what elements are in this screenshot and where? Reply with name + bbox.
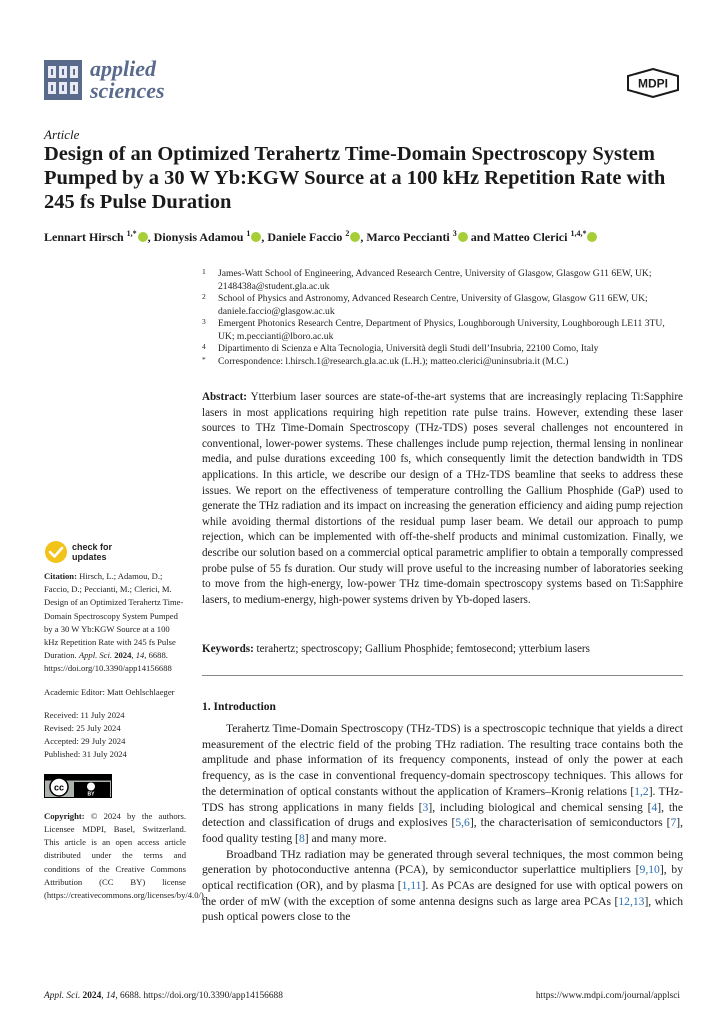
footer-journal-url[interactable]: https://www.mdpi.com/journal/applsci (535, 991, 680, 1001)
citation-link[interactable]: 8 (298, 831, 305, 845)
author-affil-sup: 1,4,* (570, 229, 587, 238)
affiliation-item (202, 343, 682, 356)
citation-text: Hirsch, L.; Adamou, D.; Faccio, D.; Peccianti, M.; Clerici, M. Design of an Optimized Terahertz Time-Domain Spectroscopy System Pumped by a 30 W Yb:KGW Source at a 100 kHz Repetition Rate with 245 fs Pulse Duration. (44, 571, 184, 661)
author-name: Matteo Clerici (493, 230, 568, 244)
affiliation-number: 4 (202, 342, 206, 351)
orcid-icon[interactable] (458, 232, 468, 242)
check-updates-icon (44, 540, 68, 564)
cc-by-license-icon[interactable] (44, 774, 112, 798)
author-affil-sup: 3 (452, 229, 457, 238)
author-affil-sup: 1,* (126, 229, 137, 238)
citation-label: Citation: (44, 571, 77, 581)
revised-date: Revised: 25 July 2024 (44, 723, 121, 734)
citation-link[interactable]: 1,11 (401, 879, 422, 893)
keywords (202, 642, 683, 657)
abstract-label: Abstract: (202, 391, 247, 403)
correspondence-text: Correspondence: l.hirsch.1@research.gla.ac.uk (L.H.); matteo.clerici@uninsubria.it (M.C.) (218, 355, 569, 367)
published-date: Published: 31 July 2024 (44, 749, 127, 760)
citation-link[interactable]: 5,6 (455, 816, 470, 830)
affiliation-text: James-Watt School of Engineering, Advanced Research Centre, University of Glasgow, Glasgow G11 6EW, UK; 2148438a@student.gla.ac.uk (218, 268, 652, 292)
citation-link[interactable]: 3 (422, 800, 429, 814)
affiliation-item (202, 268, 682, 293)
svg-text:cc: cc (53, 782, 65, 793)
copyright-block (44, 810, 206, 902)
citation-link[interactable]: 9,10 (639, 863, 660, 877)
affiliation-number: 2 (202, 292, 206, 301)
affiliation-number: 1 (202, 267, 206, 276)
citation-link[interactable]: 4 (651, 800, 658, 814)
svg-text:BY: BY (87, 791, 95, 798)
orcid-icon[interactable] (251, 232, 261, 242)
paper-title: Design of an Optimized Terahertz Time-Domain Spectroscopy System Pumped by a 30 W Yb:KGW Source at a 100 kHz Repetition Rate with 245 fs Pulse Duration (44, 143, 666, 213)
journal-name-line2: sciences (90, 78, 165, 103)
affiliation-number: 3 (202, 317, 206, 326)
check-for-updates-button[interactable] (44, 540, 112, 564)
author-list: Lennart Hirsch $^{1,*}$ , Dionysis Adamou $^1$ , Daniele Faccio $^2$ , Marco Peccianti $^3$ and Matteo Clerici $^{1,4,*}$ (44, 226, 684, 245)
journal-name (90, 58, 165, 102)
orcid-icon[interactable] (138, 232, 148, 242)
copyright-text: © 2024 by the authors. Licensee MDPI, Basel, Switzerland. This article is an open access article distributed under the terms and conditions of the Creative Commons Attribution (CC BY) license (https://creativecommons.org/licenses/by/4.0/). (44, 810, 206, 901)
section-heading: 1. Introduction (202, 701, 276, 713)
author-name: Lennart Hirsch (44, 230, 124, 244)
journal-emblem-icon (44, 60, 82, 100)
paragraph: Terahertz Time-Domain Spectroscopy (THz-TDS) is a spectroscopic technique that yields a direct measurement of the electric field of the probing THz radiation. The resulting trace contains both the amplitude and phase information of its frequency components, instead of only the power at each frequency, as is the case in conventional frequency-domain spectroscopy techniques. This allows for the determination of optical constants without the application of Kramers–Kronig relations [1,2]. THz-TDS has strong applications in many fields [3], including biological and chemical sensing [4], the detection and classification of drugs and explosives [5,6], the characterisation of semiconductors [7], food quality testing [8] and many more. (202, 722, 684, 845)
citation-link[interactable]: 1,2 (634, 784, 649, 798)
journal-name-line1: applied (90, 56, 156, 81)
author-name: Daniele Faccio (267, 230, 343, 244)
accepted-date: Accepted: 29 July 2024 (44, 736, 126, 747)
abstract (202, 390, 683, 608)
paragraph: Broadband THz radiation may be generated through several techniques, the most common being generation by photoconductive antenna (PCA), by semiconductor superlattice multipliers [9,10], by optical rectification (OR), and by plasma [1,11]. As PCAs are designed for use with optical powers on the order of mW (with the exception of some antenna designs such as large area PCAs [12,13], which push optical powers close to the (202, 847, 684, 924)
journal-logo[interactable] (44, 58, 165, 102)
sidebar (44, 570, 206, 902)
author-affil-sup: 2 (345, 229, 350, 238)
orcid-icon[interactable] (587, 232, 597, 242)
citation-link[interactable]: 7 (670, 816, 677, 830)
footer-citation: Appl. Sci. 2024, 14, 6688. https://doi.org/10.3390/app14156688 (44, 991, 283, 1001)
affiliation-item (202, 293, 682, 318)
affiliation-text: Dipartimento di Scienza e Alta Tecnologia, Università degli Studi dell’Insubria, 22100 Como, Italy (218, 343, 599, 354)
mdpi-logo[interactable] (626, 68, 680, 98)
affiliation-item (202, 318, 682, 343)
received-date: Received: 11 July 2024 (44, 709, 125, 720)
divider (202, 675, 683, 676)
author-affil-sup: 1 (246, 229, 251, 238)
citation-block: Citation: Hirsch, L.; Adamou, D.; Faccio, D.; Peccianti, M.; Clerici, M. Design of an Optimized Terahertz Time-Domain Spectroscopy System Pumped by a 30 W Yb:KGW Source at a 100 kHz Repetition Rate with 245 fs Pulse Duration. Appl. Sci. 2024, 14, 6688. https://doi.org/10.3390/app14156688 (44, 571, 184, 674)
keywords-text: terahertz; spectroscopy; Gallium Phosphide; femtosecond; ytterbium lasers (256, 643, 590, 655)
copyright-label: Copyright: (44, 810, 85, 821)
affiliation-text: School of Physics and Astronomy, Advanced Research Centre, University of Glasgow, Glasgow G11 6EW, UK; daniele.faccio@glasgow.ac.uk (218, 293, 648, 317)
keywords-label: Keywords: (202, 643, 254, 655)
correspondence-item (202, 356, 682, 369)
affiliation-text: Emergent Photonics Research Centre, Department of Physics, Loughborough University, Loughborough LE11 3TU, UK; m.peccianti@lboro.ac.uk (218, 318, 665, 342)
mdpi-logo-text: MDPI (638, 76, 668, 91)
introduction-body (202, 721, 683, 925)
citation-link[interactable]: 12,13 (618, 894, 645, 908)
author-name: Marco Peccianti (366, 230, 450, 244)
author-name: Dionysis Adamou (153, 230, 244, 244)
check-updates-label: check for updates (72, 542, 113, 562)
abstract-text: Ytterbium laser sources are state-of-the-art systems that are increasingly replacing Ti:Sapphire lasers in most applications requiring high repetition rate pulse trains. However, extending these laser sources to THz Time-Domain Spectroscopy (THz-TDS) poses several challenges not encountered in conventional, lower-power systems. These challenges include pump rejection, thermal lensing in nonlinear media, and pulse durations exceeding 100 fs, which consequently limit the detection bandwidth in TDS applications. In this article, we describe our design of a THz-TDS beamline that seeks to address these issues. We report on the effectiveness of temperature controlling the Gallium Phosphide (GaP) used to generate the THz radiation and its impact on increasing the generation efficiency and aiding pump rejection while avoiding thermal distortions of the residual pump laser beam. We detail our approach to pump rejection, which can be implemented with off-the-shelf products and minimal customization. Finally, we describe our solution based on a commercial optical parametric amplifier to obtain a temporally compressed probe pulse of 55 fs duration. Our study will prove useful to the increasing number of laboratories seeking to move from the high-energy, low-power THz time-domain spectroscopy systems based on Ti:Sapphire lasers, to medium-energy, high-power systems driven by Yb-doped lasers. (202, 391, 683, 606)
affiliation-number: * (202, 354, 206, 364)
article-type: Article (44, 127, 80, 142)
affiliations (202, 268, 682, 368)
orcid-icon[interactable] (350, 232, 360, 242)
academic-editor: Academic Editor: Matt Oehlschlaeger (44, 686, 175, 697)
